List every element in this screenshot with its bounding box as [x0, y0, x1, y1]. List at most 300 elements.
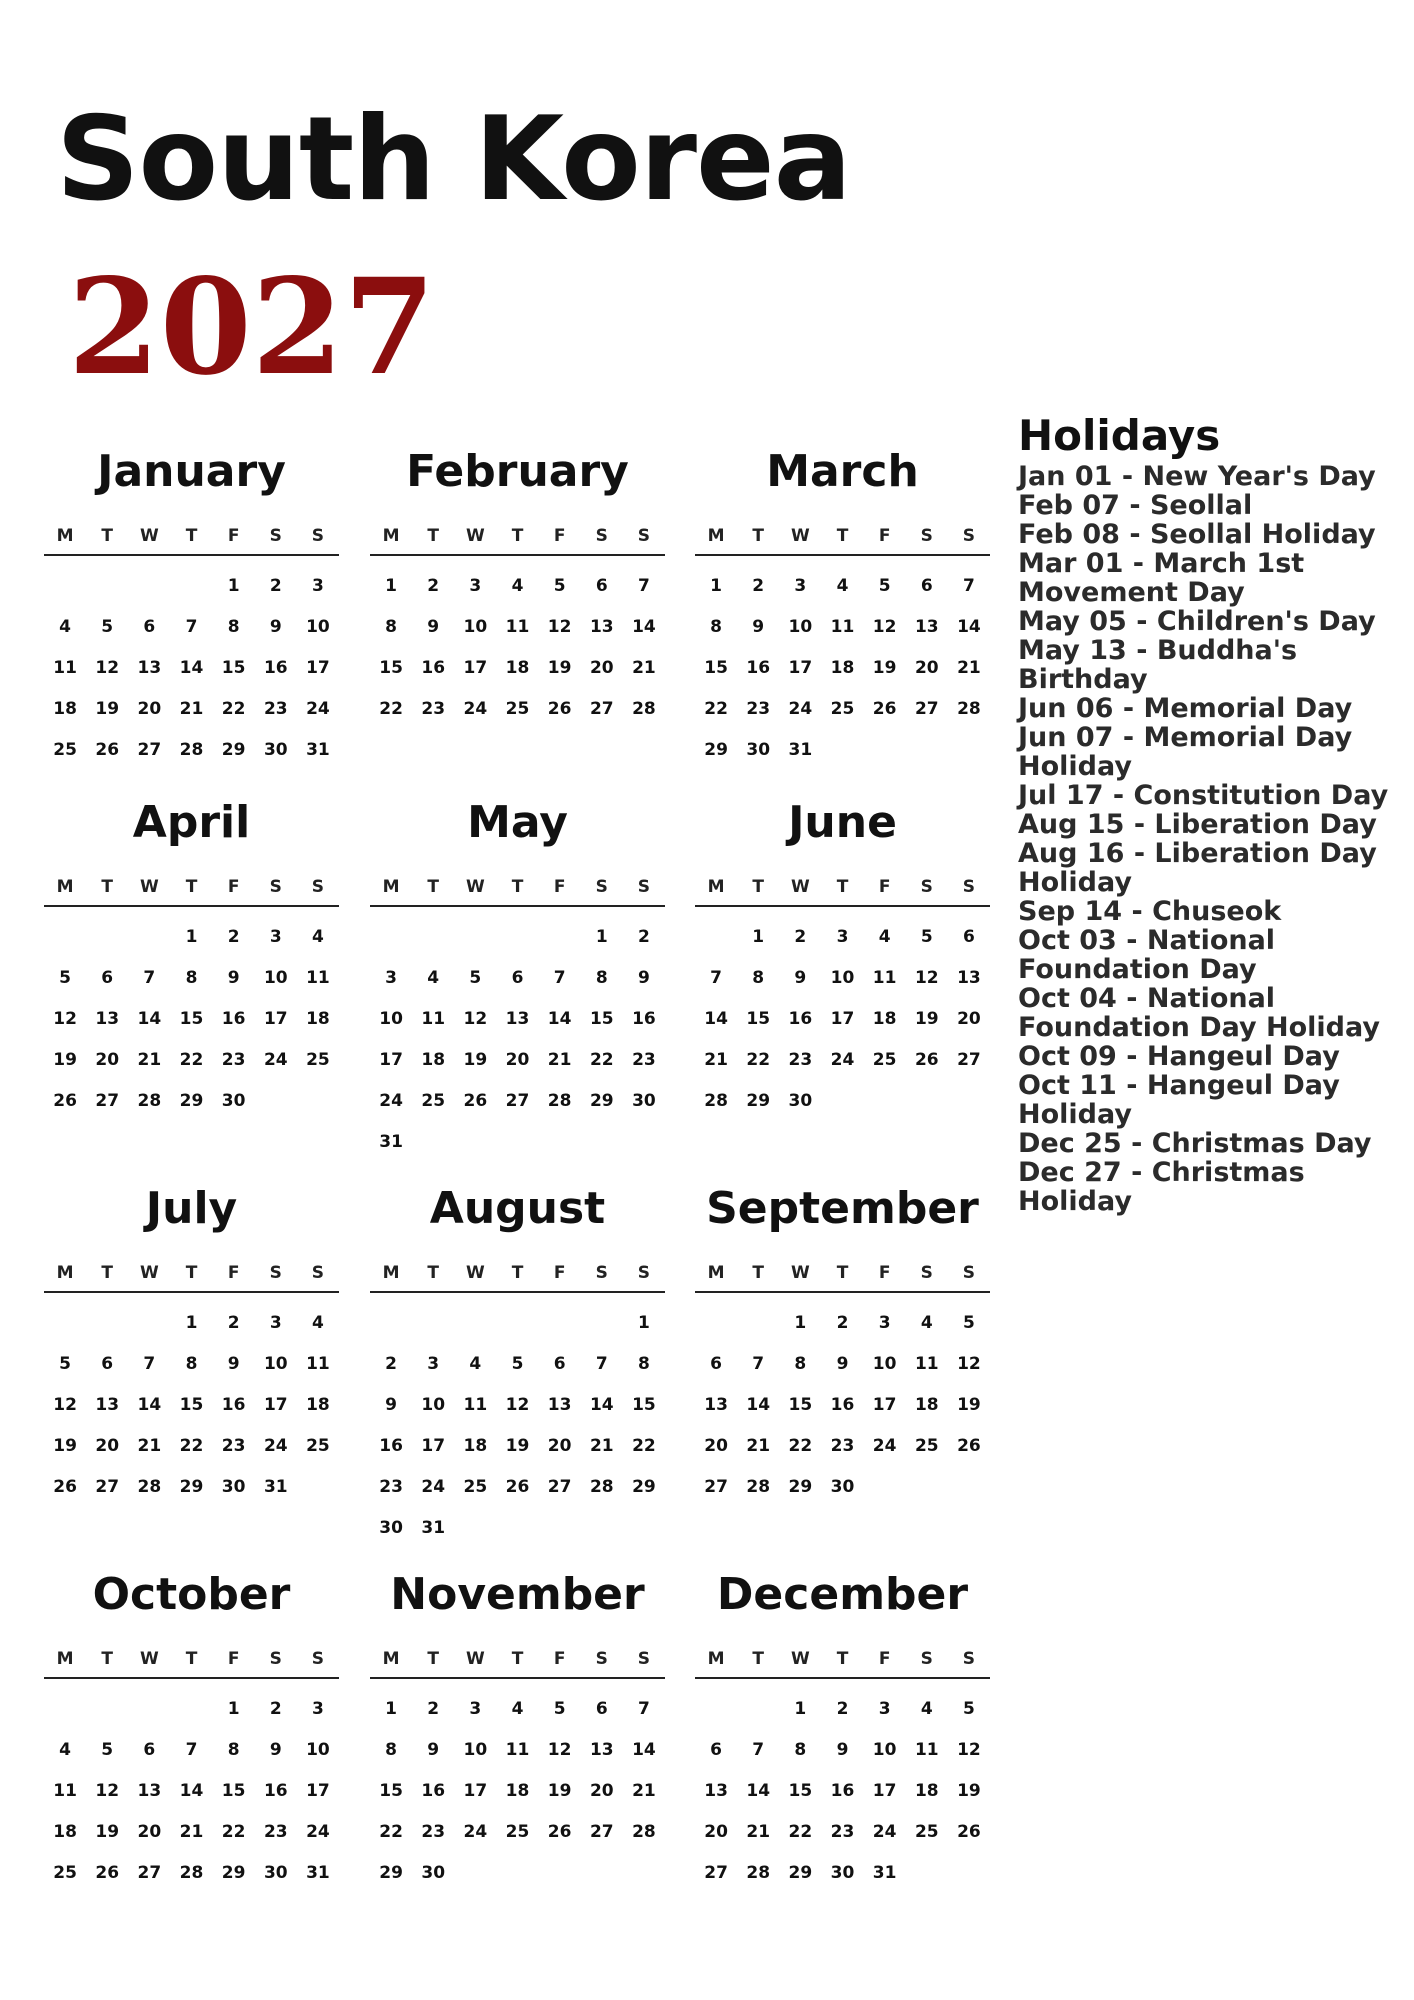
- day-cell: 22: [221, 699, 246, 719]
- day-cell: 14: [179, 658, 204, 678]
- day-cell: 20: [137, 699, 162, 719]
- day-cell: 19: [547, 1781, 572, 1801]
- day-cell: 8: [185, 968, 198, 988]
- day-cell: 22: [632, 1436, 656, 1456]
- day-cell: 5: [962, 1313, 975, 1333]
- day-cell: 21: [632, 658, 656, 678]
- holiday-item: Jun 07 - Memorial Day Holiday: [1018, 722, 1353, 782]
- day-cell: 20: [589, 1781, 614, 1801]
- day-cell: 17: [872, 1781, 897, 1801]
- day-cell: 5: [511, 1354, 524, 1374]
- weekday-label: T: [752, 1263, 765, 1283]
- day-cell: 3: [469, 576, 482, 596]
- holiday-item: Jun 06 - Memorial Day: [1018, 693, 1353, 724]
- day-cell: 30: [263, 740, 288, 760]
- day-cell: 25: [505, 699, 530, 719]
- day-cell: 11: [914, 1740, 939, 1760]
- day-grid: [695, 566, 990, 771]
- weekday-label: F: [878, 1649, 891, 1669]
- day-cell: 10: [463, 1740, 488, 1760]
- day-cell: 25: [914, 1822, 939, 1842]
- day-cell: 1: [595, 927, 608, 947]
- weekday-label: T: [752, 1649, 765, 1669]
- day-cell: 20: [914, 658, 939, 678]
- day-cell: 2: [227, 1313, 240, 1333]
- weekday-label: T: [511, 1649, 524, 1669]
- day-cell: 16: [830, 1781, 855, 1801]
- weekday-label: M: [707, 1263, 725, 1283]
- day-cell: 18: [872, 1009, 897, 1029]
- weekday-label: M: [382, 526, 400, 546]
- day-cell: 2: [385, 1354, 397, 1374]
- day-cell: 22: [221, 1822, 246, 1842]
- month-february: [370, 446, 665, 730]
- weekday-label: M: [707, 877, 725, 897]
- month-september: [695, 1183, 990, 1508]
- empty-day-cell: [170, 566, 212, 607]
- weekday-label: F: [878, 877, 891, 897]
- day-cell: 30: [746, 740, 771, 760]
- day-cell: 13: [957, 968, 981, 988]
- month-name: January: [97, 446, 286, 497]
- day-cell: 5: [101, 1740, 114, 1760]
- day-cell: 23: [788, 1050, 813, 1070]
- day-cell: 5: [553, 576, 566, 596]
- day-cell: 7: [752, 1354, 765, 1374]
- day-cell: 17: [306, 658, 330, 678]
- weekday-label: S: [962, 1263, 976, 1283]
- weekday-header: [695, 1645, 990, 1679]
- day-cell: 4: [59, 1740, 71, 1760]
- day-cell: 4: [469, 1354, 482, 1374]
- day-cell: 8: [710, 617, 722, 637]
- day-cell: 5: [469, 968, 482, 988]
- day-cell: 15: [379, 1781, 403, 1801]
- day-cell: 15: [221, 1781, 246, 1801]
- day-cell: 3: [469, 1699, 482, 1719]
- day-cell: 1: [227, 576, 240, 596]
- day-cell: 23: [221, 1050, 246, 1070]
- weekday-label: S: [637, 1263, 651, 1283]
- weekday-label: T: [427, 526, 440, 546]
- day-cell: 25: [53, 1863, 77, 1883]
- day-cell: 24: [463, 699, 488, 719]
- day-cell: 9: [836, 1740, 849, 1760]
- day-cell: 18: [914, 1781, 939, 1801]
- day-cell: 19: [95, 1822, 120, 1842]
- day-cell: 12: [95, 658, 120, 678]
- day-cell: 23: [263, 1822, 288, 1842]
- day-cell: 6: [920, 576, 933, 596]
- weekday-label: S: [595, 1649, 608, 1669]
- day-cell: 1: [185, 927, 198, 947]
- day-cell: 6: [511, 968, 524, 988]
- day-cell: 12: [505, 1395, 530, 1415]
- day-cell: 3: [311, 1699, 324, 1719]
- day-cell: 12: [547, 1740, 572, 1760]
- weekday-label: F: [227, 526, 240, 546]
- day-cell: 26: [95, 1863, 120, 1883]
- day-cell: 17: [872, 1395, 897, 1415]
- day-cell: 24: [263, 1436, 288, 1456]
- day-cell: 5: [59, 1354, 71, 1374]
- day-cell: 21: [957, 658, 981, 678]
- empty-day-cell: [695, 917, 737, 958]
- empty-day-cell: [86, 566, 128, 607]
- day-cell: 29: [704, 740, 728, 760]
- day-cell: 23: [746, 699, 771, 719]
- day-cell: 10: [463, 617, 488, 637]
- day-cell: 27: [505, 1091, 530, 1111]
- month-name: June: [788, 797, 897, 848]
- day-cell: 19: [95, 699, 120, 719]
- day-cell: 29: [179, 1477, 204, 1497]
- day-cell: 29: [746, 1091, 771, 1111]
- day-cell: 22: [179, 1050, 204, 1070]
- page-title: South Korea: [56, 92, 851, 227]
- weekday-label: W: [465, 1263, 485, 1283]
- holiday-item: Dec 25 - Christmas Day: [1018, 1128, 1372, 1159]
- empty-day-cell: [86, 917, 128, 958]
- day-cell: 7: [185, 617, 198, 637]
- holidays-panel: [1018, 412, 1403, 1216]
- weekday-label: T: [101, 1263, 114, 1283]
- day-cell: 7: [637, 1699, 650, 1719]
- day-cell: 20: [505, 1050, 530, 1070]
- day-grid: [44, 1689, 339, 1894]
- day-cell: 29: [632, 1477, 656, 1497]
- month-april: [44, 797, 339, 1122]
- day-cell: 25: [830, 699, 855, 719]
- weekday-label: S: [595, 526, 608, 546]
- holiday-item: May 05 - Children's Day: [1018, 606, 1376, 637]
- day-cell: 16: [788, 1009, 813, 1029]
- day-grid: [44, 566, 339, 771]
- month-august: [370, 1183, 665, 1549]
- day-cell: 25: [463, 1477, 488, 1497]
- month-name: August: [429, 1183, 606, 1234]
- day-cell: 13: [547, 1395, 572, 1415]
- weekday-label: M: [382, 1649, 400, 1669]
- holiday-item: Oct 03 - National Foundation Day: [1018, 925, 1276, 985]
- weekday-label: M: [56, 1649, 74, 1669]
- month-name: July: [145, 1183, 238, 1234]
- day-cell: 9: [227, 1354, 240, 1374]
- day-cell: 9: [269, 617, 282, 637]
- day-cell: 28: [137, 1091, 162, 1111]
- day-cell: 20: [95, 1050, 120, 1070]
- day-cell: 27: [95, 1477, 120, 1497]
- day-cell: 18: [505, 658, 530, 678]
- day-cell: 18: [830, 658, 855, 678]
- empty-day-cell: [496, 1303, 538, 1344]
- weekday-label: S: [269, 1263, 282, 1283]
- day-cell: 31: [379, 1132, 403, 1152]
- day-cell: 3: [311, 576, 324, 596]
- day-cell: 28: [957, 699, 981, 719]
- day-cell: 8: [595, 968, 608, 988]
- day-cell: 14: [547, 1009, 572, 1029]
- day-cell: 27: [589, 699, 614, 719]
- day-cell: 24: [306, 699, 330, 719]
- day-cell: 26: [95, 740, 120, 760]
- empty-day-cell: [695, 1303, 737, 1344]
- weekday-label: F: [553, 877, 566, 897]
- day-cell: 29: [179, 1091, 204, 1111]
- day-cell: 28: [632, 1822, 656, 1842]
- weekday-label: T: [836, 877, 849, 897]
- day-cell: 28: [632, 699, 656, 719]
- holiday-item: Mar 01 - March 1st Movement Day: [1018, 548, 1305, 608]
- day-cell: 4: [920, 1699, 933, 1719]
- day-cell: 26: [957, 1436, 981, 1456]
- day-cell: 4: [311, 927, 324, 947]
- day-cell: 1: [185, 1313, 198, 1333]
- weekday-label: W: [139, 1263, 159, 1283]
- day-cell: 17: [788, 658, 813, 678]
- weekday-label: S: [962, 1649, 976, 1669]
- day-cell: 5: [101, 617, 114, 637]
- month-name: December: [716, 1569, 969, 1620]
- day-cell: 11: [306, 1354, 330, 1374]
- day-cell: 4: [511, 1699, 524, 1719]
- month-name: October: [92, 1569, 291, 1620]
- day-cell: 16: [379, 1436, 403, 1456]
- day-cell: 15: [746, 1009, 771, 1029]
- day-cell: 3: [836, 927, 849, 947]
- weekday-label: S: [595, 1263, 608, 1283]
- month-november: [370, 1569, 665, 1894]
- day-cell: 20: [957, 1009, 981, 1029]
- day-cell: 5: [962, 1699, 975, 1719]
- weekday-label: M: [382, 1263, 400, 1283]
- day-cell: 10: [872, 1740, 897, 1760]
- weekday-label: S: [311, 1263, 325, 1283]
- day-cell: 30: [788, 1091, 813, 1111]
- day-cell: 15: [379, 658, 403, 678]
- day-cell: 22: [379, 1822, 403, 1842]
- empty-day-cell: [44, 1689, 86, 1730]
- day-cell: 8: [185, 1354, 198, 1374]
- weekday-label: T: [101, 526, 114, 546]
- day-cell: 1: [385, 576, 397, 596]
- day-cell: 30: [379, 1518, 403, 1538]
- weekday-label: S: [269, 1649, 282, 1669]
- weekday-label: W: [139, 877, 159, 897]
- day-cell: 18: [463, 1436, 488, 1456]
- day-cell: 14: [137, 1395, 162, 1415]
- day-cell: 19: [547, 658, 572, 678]
- day-cell: 25: [914, 1436, 939, 1456]
- day-cell: 1: [794, 1699, 807, 1719]
- day-cell: 14: [632, 617, 656, 637]
- day-cell: 9: [269, 1740, 282, 1760]
- day-cell: 23: [421, 699, 446, 719]
- day-cell: 12: [914, 968, 939, 988]
- holiday-item: May 13 - Buddha's Birthday: [1018, 635, 1298, 695]
- day-cell: 2: [269, 576, 282, 596]
- day-cell: 18: [306, 1009, 330, 1029]
- day-grid: [44, 917, 339, 1122]
- day-cell: 6: [143, 1740, 156, 1760]
- day-cell: 13: [95, 1395, 120, 1415]
- day-cell: 21: [746, 1436, 771, 1456]
- day-cell: 6: [101, 1354, 114, 1374]
- day-cell: 25: [421, 1091, 446, 1111]
- day-cell: 10: [788, 617, 813, 637]
- day-cell: 10: [421, 1395, 446, 1415]
- weekday-header: [44, 1259, 339, 1293]
- year-label: 2027: [68, 250, 436, 405]
- empty-day-cell: [44, 917, 86, 958]
- day-cell: 14: [137, 1009, 162, 1029]
- weekday-label: T: [185, 1263, 198, 1283]
- weekday-label: T: [752, 877, 765, 897]
- day-cell: 26: [547, 1822, 572, 1842]
- day-cell: 26: [957, 1822, 981, 1842]
- holiday-item: Dec 27 - Christmas Holiday: [1018, 1157, 1305, 1217]
- day-cell: 12: [957, 1354, 981, 1374]
- weekday-label: M: [56, 877, 74, 897]
- day-cell: 17: [463, 1781, 488, 1801]
- day-cell: 24: [421, 1477, 446, 1497]
- day-cell: 14: [957, 617, 981, 637]
- weekday-label: T: [101, 877, 114, 897]
- day-cell: 21: [179, 1822, 204, 1842]
- day-cell: 7: [185, 1740, 198, 1760]
- day-cell: 11: [306, 968, 330, 988]
- month-july: [44, 1183, 339, 1508]
- month-name: September: [706, 1183, 979, 1234]
- weekday-header: [695, 1259, 990, 1293]
- day-cell: 9: [427, 617, 440, 637]
- day-cell: 1: [710, 576, 722, 596]
- day-cell: 8: [794, 1354, 807, 1374]
- weekday-label: F: [553, 1263, 566, 1283]
- day-cell: 28: [746, 1863, 771, 1883]
- empty-day-cell: [695, 1689, 737, 1730]
- day-cell: 4: [311, 1313, 324, 1333]
- day-cell: 26: [547, 699, 572, 719]
- day-cell: 11: [421, 1009, 446, 1029]
- empty-day-cell: [128, 917, 170, 958]
- day-cell: 26: [53, 1477, 77, 1497]
- weekday-label: M: [56, 526, 74, 546]
- day-grid: [370, 1689, 665, 1894]
- day-cell: 2: [836, 1313, 849, 1333]
- day-cell: 23: [632, 1050, 656, 1070]
- day-cell: 7: [553, 968, 566, 988]
- weekday-label: S: [920, 1263, 933, 1283]
- weekday-label: T: [511, 1263, 524, 1283]
- day-cell: 22: [746, 1050, 771, 1070]
- empty-day-cell: [44, 566, 86, 607]
- day-cell: 22: [179, 1436, 204, 1456]
- day-cell: 30: [221, 1091, 246, 1111]
- weekday-header: [370, 873, 665, 907]
- day-cell: 22: [589, 1050, 614, 1070]
- day-cell: 2: [269, 1699, 282, 1719]
- empty-day-cell: [128, 1303, 170, 1344]
- weekday-label: T: [836, 526, 849, 546]
- day-cell: 11: [53, 658, 77, 678]
- month-may: [370, 797, 665, 1163]
- month-june: [695, 797, 990, 1122]
- day-cell: 8: [637, 1354, 650, 1374]
- day-cell: 2: [227, 927, 240, 947]
- day-cell: 8: [227, 617, 240, 637]
- day-cell: 2: [794, 927, 807, 947]
- holiday-item: Feb 07 - Seollal: [1018, 490, 1253, 521]
- month-december: [695, 1569, 990, 1894]
- holiday-item: Aug 15 - Liberation Day: [1018, 809, 1377, 840]
- day-cell: 15: [179, 1395, 204, 1415]
- weekday-header: [370, 522, 665, 556]
- day-cell: 3: [427, 1354, 440, 1374]
- day-cell: 10: [263, 968, 288, 988]
- day-cell: 24: [463, 1822, 488, 1842]
- day-cell: 6: [595, 576, 608, 596]
- day-cell: 30: [421, 1863, 446, 1883]
- day-cell: 20: [589, 658, 614, 678]
- day-cell: 27: [137, 1863, 162, 1883]
- weekday-label: S: [637, 877, 651, 897]
- weekday-label: T: [427, 1263, 440, 1283]
- day-cell: 6: [962, 927, 975, 947]
- weekday-label: T: [752, 526, 765, 546]
- day-grid: [370, 917, 665, 1163]
- weekday-label: S: [637, 1649, 651, 1669]
- day-cell: 19: [505, 1436, 530, 1456]
- weekday-label: T: [101, 1649, 114, 1669]
- day-cell: 16: [632, 1009, 656, 1029]
- day-cell: 9: [752, 617, 765, 637]
- day-cell: 2: [427, 576, 440, 596]
- day-cell: 24: [788, 699, 813, 719]
- day-cell: 7: [143, 968, 156, 988]
- empty-day-cell: [737, 1303, 779, 1344]
- empty-day-cell: [454, 1303, 496, 1344]
- day-cell: 27: [957, 1050, 981, 1070]
- day-cell: 2: [836, 1699, 849, 1719]
- weekday-label: T: [185, 877, 198, 897]
- day-cell: 19: [53, 1050, 77, 1070]
- day-cell: 12: [872, 617, 897, 637]
- day-cell: 22: [379, 699, 403, 719]
- day-cell: 8: [385, 617, 397, 637]
- weekday-label: T: [511, 526, 524, 546]
- day-cell: 27: [914, 699, 939, 719]
- day-cell: 14: [704, 1009, 728, 1029]
- day-cell: 28: [704, 1091, 728, 1111]
- day-cell: 27: [704, 1477, 728, 1497]
- weekday-label: T: [836, 1649, 849, 1669]
- weekday-label: S: [920, 526, 933, 546]
- weekday-label: S: [595, 877, 608, 897]
- holiday-item: Oct 04 - National Foundation Day Holiday: [1018, 983, 1380, 1043]
- day-cell: 5: [920, 927, 933, 947]
- day-cell: 11: [872, 968, 897, 988]
- day-cell: 8: [227, 1740, 240, 1760]
- day-cell: 10: [306, 1740, 330, 1760]
- day-cell: 17: [263, 1009, 288, 1029]
- day-cell: 23: [379, 1477, 403, 1497]
- day-cell: 2: [427, 1699, 440, 1719]
- holiday-item: Oct 11 - Hangeul Day Holiday: [1018, 1070, 1340, 1130]
- day-cell: 22: [704, 699, 728, 719]
- day-cell: 2: [637, 927, 650, 947]
- day-cell: 16: [746, 658, 771, 678]
